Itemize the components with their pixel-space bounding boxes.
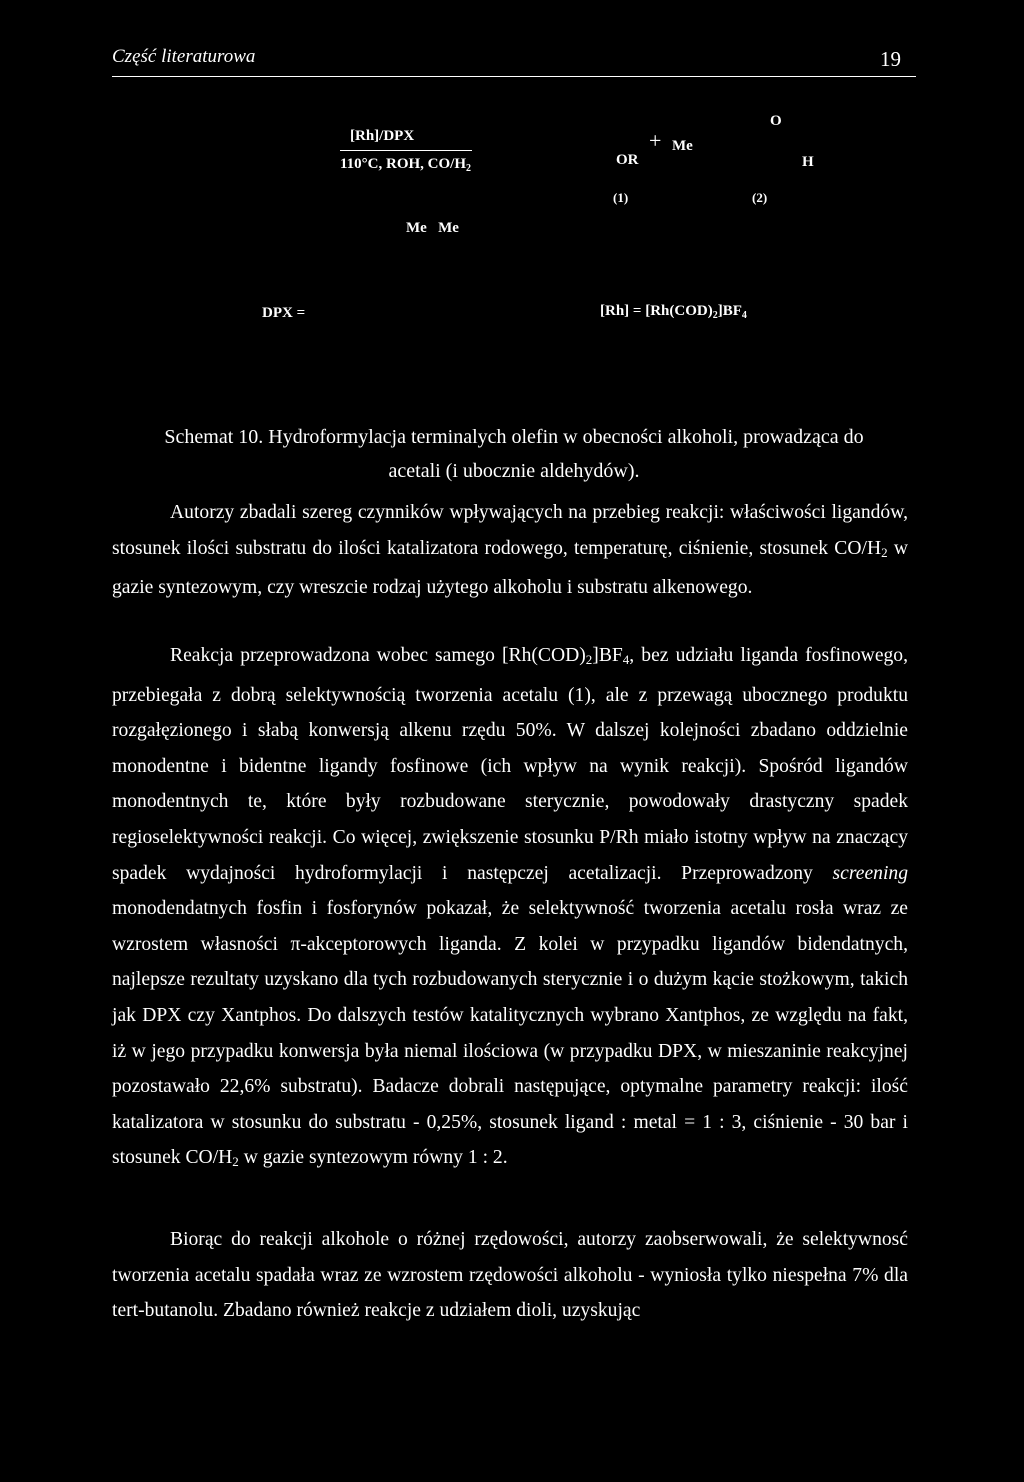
running-header-title: Część literaturowa xyxy=(112,46,256,67)
p1-text-a: Autorzy zbadali szereg czynników wpływających na przebieg reakcji: właściwości ligandów, stosunek ilości substratu do ilości katalizatora rodowego, temperaturę, ciśnienie, stosunek CO/H xyxy=(112,502,908,559)
scheme-reaction-arrow xyxy=(340,150,472,151)
paragraph-2 xyxy=(112,638,908,1180)
p2-text-a: Reakcja przeprowadzona wobec samego [Rh(COD) xyxy=(170,645,586,666)
p2-text-c: , bez udziału liganda fosfinowego, przebiegała z dobrą selektywnością tworzenia acetalu (1), ale z przewagą ubocznego produktu rozgałęzionego i słabą konwersją alkenu rzędu 50%. W dalszej kolejności zbadano oddzielnie monodentne i bidentne ligandy fosfinowe (ich wpływ na wynik reakcji). Spośród ligandów monodentnych te, które były rozbudowane sterycznie, powodowały drastyczny spadek regioselektywności reakcji. Co więcej, zwiększenie stosunku P/Rh miało istotny wpływ na znaczący spadek wydajności hydroformylacji i następczej acetalizacji. Przeprowadzony xyxy=(112,645,909,884)
scheme-plus-sign: + xyxy=(649,128,662,153)
scheme-conditions-subscript: 2 xyxy=(466,163,472,174)
p1-subscript: 2 xyxy=(881,544,888,560)
scheme-caption-line-2: acetali (i ubocznie aldehydów). xyxy=(388,460,640,482)
rh-def-tail: ]BF xyxy=(717,303,742,319)
scheme-caption-line-1: Schemat 10. Hydroformylacja terminalych olefin w obecności alkoholi, prowadząca do xyxy=(164,426,864,448)
scheme-or-group: OR xyxy=(616,152,639,168)
scheme-rh-definition xyxy=(600,303,747,321)
paragraph-3: Biorąc do reakcji alkohole o różnej rzędowości, autorzy zaobserwowali, że selektywnosć tworzenia acetalu spadała wraz ze wzrostem rzędowości alkoholu - wyniosła tylko niespełna 7% dla tert-butanolu. Zbadano również reakcje z udziałem dioli, uzyskując xyxy=(112,1229,908,1322)
scheme-product-2-label: (2) xyxy=(752,190,768,205)
p1-text-b: w gazie syntezowym, czy wreszcie rodzaj użytego alkoholu i substratu alkenowego. xyxy=(112,537,908,599)
scheme-catalyst-label: [Rh]/DPX xyxy=(350,128,415,144)
rh-def-head: [Rh] = [Rh(COD) xyxy=(600,303,713,319)
page-number: 19 xyxy=(880,47,901,71)
p2-text-b: ]BF xyxy=(592,645,623,666)
p2-text-e: w gazie syntezowym równy 1 : 2. xyxy=(238,1147,508,1169)
scheme-oxygen-atom: O xyxy=(770,113,782,129)
scheme-product-1-label: (1) xyxy=(613,190,629,205)
rh-def-sub2: 4 xyxy=(741,310,747,321)
p2-emphasis: screening xyxy=(832,862,908,884)
scheme-me-group: Me xyxy=(672,138,693,154)
p2-subscript-1: 2 xyxy=(585,652,593,667)
scheme-dpx-label: DPX = xyxy=(262,305,306,321)
paragraph-1 xyxy=(112,495,908,606)
p2-subscript-3: 2 xyxy=(232,1154,239,1170)
rh-def-sub1: 2 xyxy=(712,310,718,321)
reaction-scheme xyxy=(0,0,1024,330)
scheme-me-me-label: Me Me xyxy=(406,220,459,236)
scheme-hydrogen-atom: H xyxy=(802,154,814,170)
p2-text-d: monodendatnych fosfin i fosforynów pokazał, że selektywność tworzenia acetalu rosła wraz ze wzrostem własności π-akceptorowych liganda. Z kolei w przypadku ligandów bidendatnych, najlepsze rezultaty uzyskano dla tych rozbudowanych sterycznie i o dużym kącie stożkowym, takich jak DPX czy Xantphos. Do dalszych testów katalitycznych wybrano Xantphos, ze względu na fakt, iż w jego przypadku konwersja była niemal ilościowa (w przypadku DPX, w mieszaninie reakcyjnej pozostawało 22,6% substratu). Badacze dobrali następujące, optymalne parametry reakcji: ilość katalizatora w stosunku do substratu - 0,25%, stosunek ligand : metal = 1 : 3, ciśnienie - 30 bar i stosunek CO/H xyxy=(112,898,908,1169)
scheme-conditions-label xyxy=(340,156,471,174)
p2-subscript-2: 4 xyxy=(622,652,630,667)
scheme-conditions-text: 110°C, ROH, CO/H xyxy=(340,156,467,172)
